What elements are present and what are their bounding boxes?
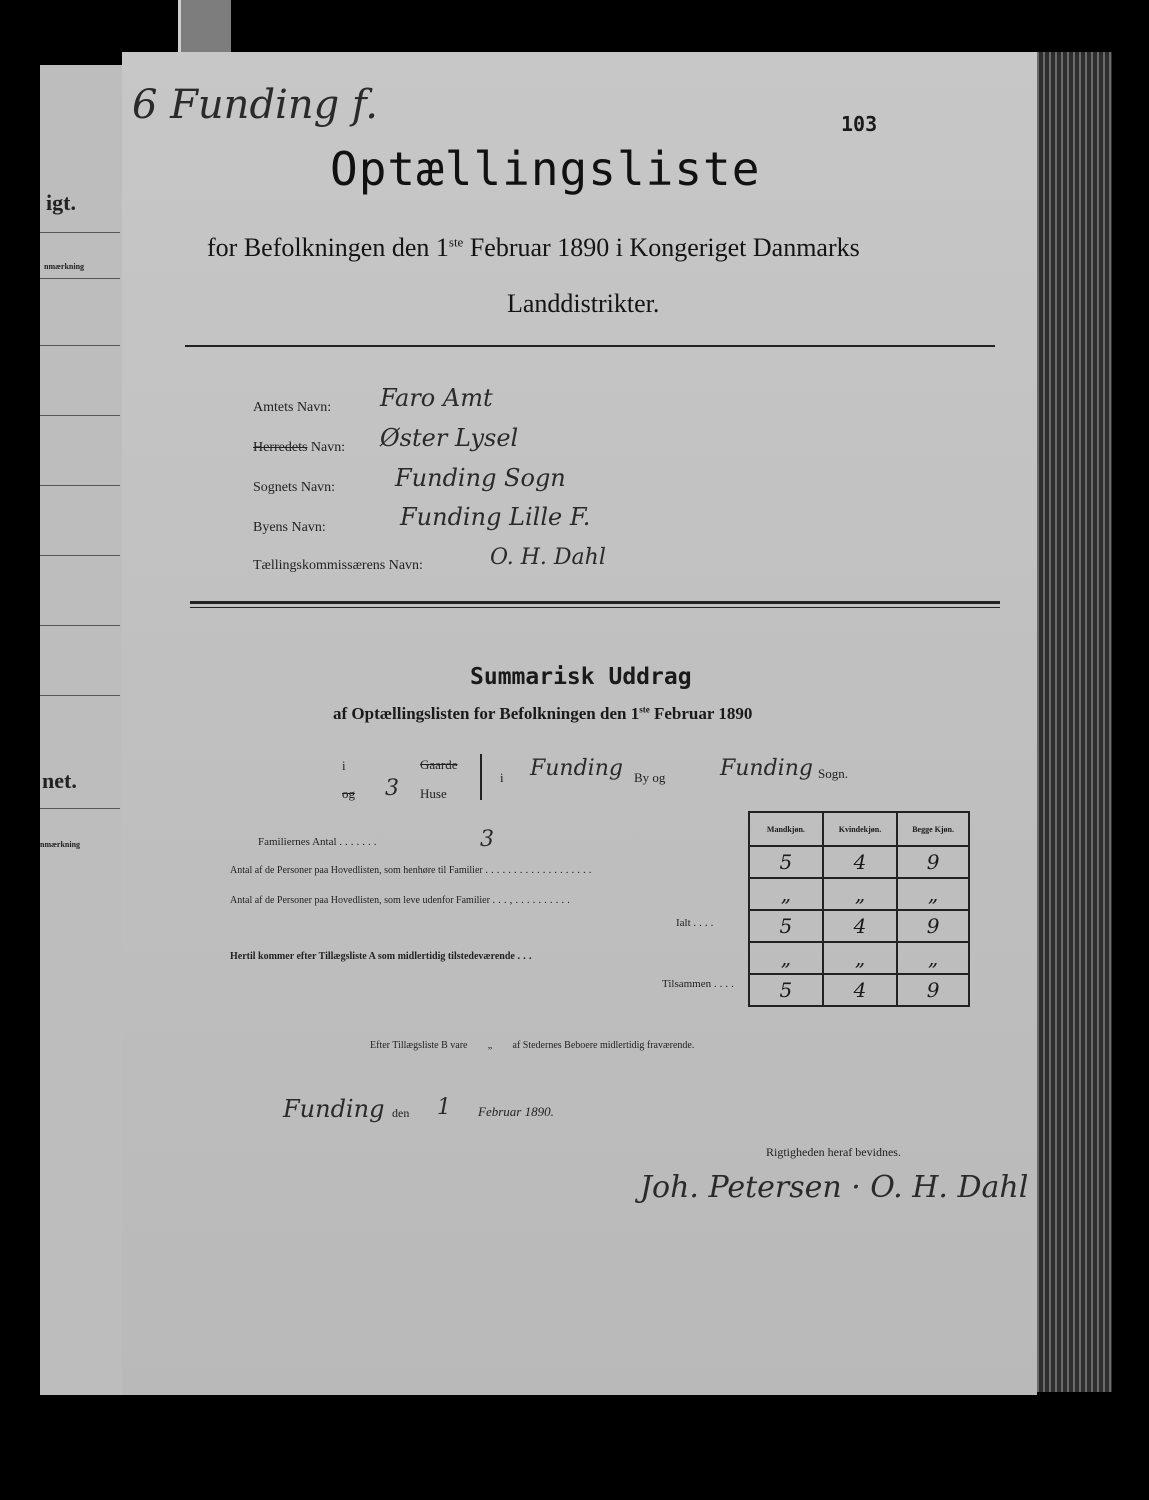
- sogn-value: Funding Sogn: [395, 464, 566, 492]
- summary-sogn-value: Funding: [720, 756, 813, 781]
- page-title: Optællingsliste: [330, 142, 761, 196]
- tillaeg-b-line: Efter Tillægsliste B vare „ af Stedernes Beboere midlertidig fraværende.: [370, 1040, 695, 1051]
- spine-divider: [40, 232, 120, 233]
- spine-divider: [40, 278, 120, 279]
- spine-mid-label: net.: [42, 768, 77, 793]
- row-udenfor: Antal af de Personer paa Hovedlisten, som leve udenfor Familier ...,..........: [230, 894, 573, 906]
- signature-month: Februar 1890.: [478, 1104, 554, 1119]
- summary-i2: i: [500, 770, 504, 785]
- table-cell: 5: [749, 846, 823, 878]
- header-mandkjon: Mandkjøn.: [749, 812, 823, 846]
- book-page-edges: [1037, 52, 1112, 1392]
- og-struck: og: [342, 786, 355, 801]
- herred-label: Herredets Navn:: [253, 440, 346, 455]
- table-cell: 9: [897, 910, 969, 942]
- summary-subheading: af Optællingslisten for Befolkningen den 1ste Februar 1890: [333, 704, 753, 723]
- row-familier: Antal af de Personer paa Hovedlisten, som henhøre til Familier ...................: [230, 864, 595, 876]
- paper-tab: [178, 0, 231, 58]
- table-cell: 5: [749, 910, 823, 942]
- table-cell: „: [897, 878, 969, 910]
- huse-label: Huse: [420, 786, 447, 801]
- table-row: [749, 846, 969, 878]
- familier-label: Familiernes Antal .......: [258, 836, 380, 848]
- spine-small-label-2: nmærkning: [40, 840, 81, 849]
- amt-value: Faro Amt: [380, 384, 493, 412]
- page-number: 103: [841, 112, 878, 136]
- summary-i-label: i: [342, 758, 346, 773]
- signature-place: Funding: [283, 1095, 385, 1123]
- table-row: [749, 942, 969, 974]
- table-cell: 5: [749, 974, 823, 1006]
- header-kvindekjon: Kvindekjøn.: [823, 812, 897, 846]
- spine-divider: [40, 485, 120, 486]
- certify-text: Rigtigheden heraf bevidnes.: [766, 1145, 901, 1159]
- spine-divider: [40, 345, 120, 346]
- brace: [480, 754, 482, 800]
- fields-rule: [190, 601, 1000, 604]
- row-tillaeg-a: Hertil kommer efter Tillægsliste A som midlertidig tilstedeværende ...: [230, 950, 535, 962]
- summary-heading: Summarisk Uddrag: [470, 664, 692, 690]
- handwritten-reference: 6 Funding f.: [132, 82, 379, 128]
- row-tilsammen: Tilsammen ....: [662, 978, 737, 990]
- huse-count: 3: [385, 776, 399, 801]
- kommissaer-label: Tællingskommissærens Navn:: [253, 558, 423, 573]
- fields-rule-thin: [190, 607, 1000, 608]
- spine-divider: [40, 808, 120, 809]
- counts-table: [748, 811, 970, 1007]
- table-row: [749, 878, 969, 910]
- summary-sogn-label: Sogn.: [818, 766, 848, 781]
- table-cell: „: [749, 878, 823, 910]
- kommissaer-value: O. H. Dahl: [490, 545, 606, 570]
- table-cell: 9: [897, 974, 969, 1006]
- by-value: Funding Lille F.: [400, 503, 591, 531]
- table-row: [749, 910, 969, 942]
- page-subtitle-line2: Landdistrikter.: [507, 289, 660, 318]
- gaarde-struck: Gaarde: [420, 757, 458, 772]
- table-cell: 4: [823, 910, 897, 942]
- table-cell: „: [749, 942, 823, 974]
- table-row: [749, 974, 969, 1006]
- table-cell: 4: [823, 846, 897, 878]
- by-label: Byens Navn:: [253, 520, 326, 535]
- table-cell: „: [897, 942, 969, 974]
- spine-divider: [40, 695, 120, 696]
- spine-divider: [40, 625, 120, 626]
- den-label: den: [392, 1106, 410, 1120]
- table-cell: „: [823, 942, 897, 974]
- herred-value: Øster Lysel: [380, 424, 519, 452]
- header-rule: [185, 345, 995, 347]
- signature-day: 1: [437, 1095, 451, 1120]
- row-ialt: Ialt ....: [676, 917, 717, 929]
- familier-value: 3: [480, 827, 494, 852]
- table-cell: 4: [823, 974, 897, 1006]
- sogn-label: Sognets Navn:: [253, 480, 336, 495]
- spine-divider: [40, 415, 120, 416]
- summary-by-value: Funding: [530, 756, 623, 781]
- spine-divider: [40, 555, 120, 556]
- table-cell: 9: [897, 846, 969, 878]
- table-cell: „: [823, 878, 897, 910]
- summary-by-label: By og: [634, 770, 666, 785]
- signature: Joh. Petersen · O. H. Dahl: [640, 1170, 1029, 1205]
- amt-label: Amtets Navn:: [253, 400, 332, 415]
- spine-small-label-1: nmærkning: [44, 262, 85, 271]
- page-subtitle: for Befolkningen den 1ste Februar 1890 i Kongeriget Danmarks: [207, 233, 860, 262]
- spine-top-label: igt.: [46, 190, 76, 215]
- header-begge: Begge Kjøn.: [897, 812, 969, 846]
